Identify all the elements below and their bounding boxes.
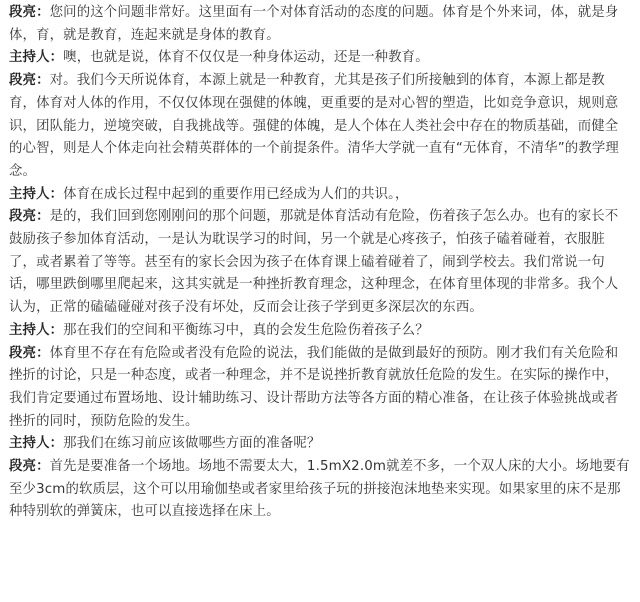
paragraph-9 — [9, 456, 631, 524]
paragraph-7 — [9, 343, 631, 434]
paragraph-8 — [9, 433, 631, 456]
paragraph-text: 是的，我们回到您刚刚问的那个问题，那就是体育活动有危险，伤着孩子怎么办。也有的家长不鼓励孩子参加体育活动，一是认为耽误学习的时间，另一个就是心疼孩子，怕孩子磕着碰着，衣服脏了，或者累着了等等。甚至有的家长会因为孩子在体育课上磕着碰着了，闹到学校去。我们常说一句话，哪里跌倒哪里爬起来，这其实就是一种挫折教育理念，这种理念，在体育里体现的非常多。我个人认为，正常的磕磕碰碰对孩子没有坏处，反而会让孩子学到更多深层次的东西。 — [9, 209, 619, 316]
paragraph-text: 噢，也就是说，体育不仅仅是一种身体运动，还是一种教育。 — [63, 50, 429, 66]
paragraph-5 — [9, 206, 631, 320]
paragraph-text: 体育在成长过程中起到的重要作用已经成为人们的共识。， — [63, 186, 409, 202]
paragraph-1 — [9, 2, 631, 47]
speaker-label: 主持人： — [9, 322, 64, 338]
paragraph-text: 体育里不存在有危险或者没有危险的说法，我们能做的是做到最好的预防。刚才我们有关危险和挫折的讨论，只是一种态度，或者一种理念，并不是说挫折教育就放任危险的发生。在实际的操作中，我们肯定要通过布置场地、设计辅助练习、设计帮助方法等各方面的精心准备，在让孩子体验挑战或者挫折的同时，预防危险的发生。 — [9, 345, 619, 429]
speaker-label: 段亮： — [9, 459, 50, 475]
paragraph-6 — [9, 320, 631, 343]
paragraph-text: 那我们在练习前应该做哪些方面的准备呢？ — [63, 436, 321, 452]
paragraph-4 — [9, 184, 631, 207]
speaker-label: 段亮： — [9, 5, 50, 20]
speaker-label: 段亮： — [9, 73, 50, 89]
speaker-label: 段亮： — [9, 209, 50, 225]
paragraph-text: 首先是要准备一个场地。场地不需要太大，1.5mX2.0m就差不多，一个双人床的大小。场地要有至少3cm的软质层，这个可以用瑜伽垫或者家里给孩子玩的拼接泡沫地垫来实现。如果家里的床不是那种特别软的弹簧床，也可以直接选择在床上。 — [9, 459, 630, 520]
speaker-label: 主持人： — [9, 50, 64, 66]
speaker-label: 段亮： — [9, 345, 50, 361]
paragraph-2 — [9, 47, 631, 70]
paragraph-text: 您问的这个问题非常好。这里面有一个对体育活动的态度的问题。体育是个外来词，体，就是身体，育，就是教育，连起来就是身体的教育。 — [9, 5, 619, 43]
paragraph-3 — [9, 70, 631, 184]
paragraph-text: 那在我们的空间和平衡练习中，真的会发生危险伤着孩子么？ — [63, 322, 429, 338]
speaker-label: 主持人： — [9, 186, 64, 202]
paragraph-text: 对。我们今天所说体育，本源上就是一种教育，尤其是孩子们所接触到的体育，本源上都是教育，体育对人体的作用，不仅仅体现在强健的体魄，更重要的是对心智的塑造，比如竞争意识，规则意识，团队能力，逆境突破，自我挑战等。强健的体魄，是人个体在人类社会中存在的物质基础，而健全的心智，则是人个体走向社会精英群体的一个前提条件。清华大学就一直有“无体育，不清华”的教学理念。 — [9, 73, 619, 179]
speaker-label: 主持人： — [9, 436, 64, 452]
